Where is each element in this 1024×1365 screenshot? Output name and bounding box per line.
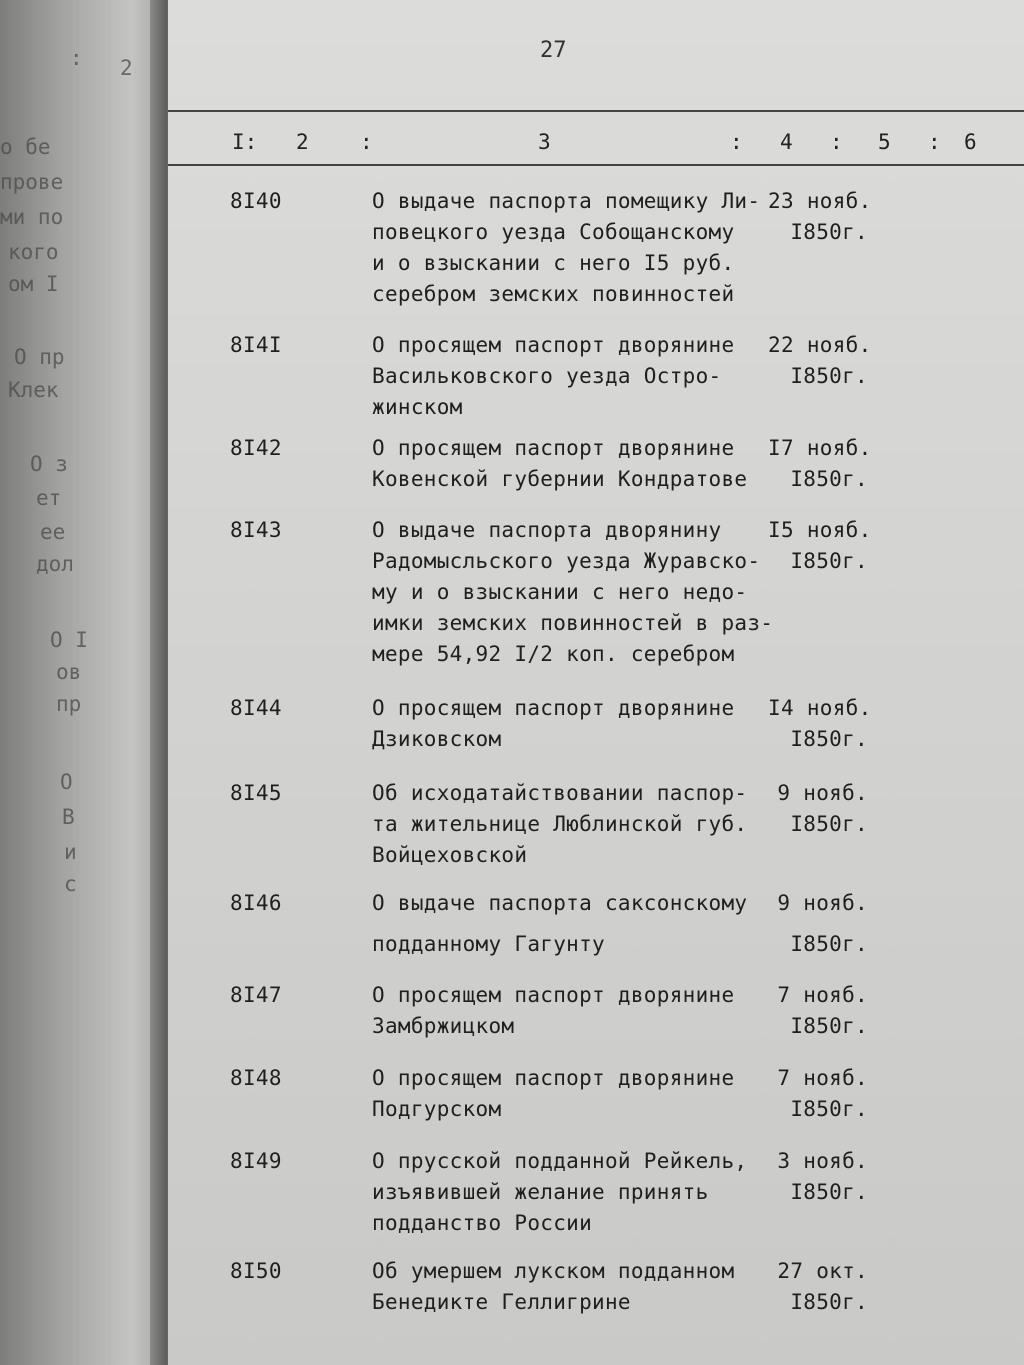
entry-date bbox=[768, 1256, 868, 1318]
entry-title-line: О просящем паспорт дворянине bbox=[372, 1066, 735, 1090]
entry-title-line: подданство России bbox=[372, 1211, 593, 1235]
entry-date-line: I4 нояб. bbox=[768, 696, 872, 720]
entry-date bbox=[768, 980, 868, 1042]
entry-number: 8I50 bbox=[230, 1259, 282, 1283]
entry-title-line: О просящем паспорт дворянине bbox=[372, 436, 735, 460]
entry-title bbox=[372, 330, 762, 423]
entry-date-line: 9 нояб. bbox=[777, 891, 868, 915]
header-rule-bottom bbox=[168, 164, 1024, 166]
entry-title bbox=[372, 186, 762, 310]
entry-number: 8I47 bbox=[230, 983, 282, 1007]
entry-title-line: Об умершем лукском подданном bbox=[372, 1259, 735, 1283]
entry-title-line: изъявившей желание принять bbox=[372, 1180, 709, 1204]
document-page bbox=[168, 0, 1024, 1365]
entry-title-line: имки земских повинностей в раз- bbox=[372, 611, 774, 635]
left-fragment: О I bbox=[50, 628, 88, 652]
entry-date-line: I850г. bbox=[790, 1014, 868, 1038]
entry-title bbox=[372, 778, 762, 871]
entry-date-line: I850г. bbox=[790, 727, 868, 751]
entry-date-line: I850г. bbox=[790, 932, 868, 956]
page-number: 27 bbox=[540, 38, 567, 63]
entry-title bbox=[372, 1256, 762, 1318]
entry-date-line: 3 нояб. bbox=[777, 1149, 868, 1173]
entry-title-line: О выдаче паспорта дворянину bbox=[372, 518, 722, 542]
entry-date bbox=[768, 186, 872, 248]
entry-title-line: жинском bbox=[372, 395, 463, 419]
entry-title-line: О прусской подданной Рейкель, bbox=[372, 1149, 748, 1173]
left-fragment: О з bbox=[30, 452, 68, 476]
entry-title bbox=[372, 433, 762, 495]
entry-date-line: 7 нояб. bbox=[777, 1066, 868, 1090]
column-header-3: 3 bbox=[538, 130, 551, 154]
entry-title-line: Подгурском bbox=[372, 1097, 502, 1121]
entry-title-line: Об исходатайствовании паспор- bbox=[372, 781, 748, 805]
entry-title-line: О выдаче паспорта саксонскому bbox=[372, 891, 748, 915]
entry-title-line: О просящем паспорт дворянине bbox=[372, 333, 735, 357]
left-fragment: ет bbox=[36, 486, 62, 510]
entry-number: 8I48 bbox=[230, 1066, 282, 1090]
entry-date bbox=[768, 330, 872, 392]
entry-date bbox=[768, 1146, 868, 1208]
entry-title-line: та жительнице Люблинской губ. bbox=[372, 812, 748, 836]
entry-date bbox=[768, 778, 868, 840]
entry-date-line: I850г. bbox=[790, 1097, 868, 1121]
entry-date-line: I850г. bbox=[790, 1290, 868, 1314]
entry-date-line: I850г. bbox=[790, 467, 868, 491]
entry-number: 8I40 bbox=[230, 189, 282, 213]
column-header-6: 6 bbox=[964, 130, 977, 154]
entry-date-line: I850г. bbox=[790, 364, 868, 388]
entry-date-line: I850г. bbox=[790, 812, 868, 836]
entry-date-line: 27 окт. bbox=[777, 1259, 868, 1283]
entry-title-line: мере 54,92 I/2 коп. серебром bbox=[372, 642, 735, 666]
column-separator: : bbox=[730, 130, 743, 154]
left-fragment: ов bbox=[56, 660, 82, 684]
entry-number: 8I43 bbox=[230, 518, 282, 542]
entry-title-line: О просящем паспорт дворянине bbox=[372, 696, 735, 720]
previous-page-fragment bbox=[0, 0, 175, 1365]
entry-number: 8I44 bbox=[230, 696, 282, 720]
entry-date-line: I850г. bbox=[790, 220, 868, 244]
entry-title-line: Радомысльского уезда Журавско- bbox=[372, 549, 761, 573]
entry-title-line: Замбржицком bbox=[372, 1014, 515, 1038]
left-fragment: ом I bbox=[8, 272, 59, 296]
left-fragment: кого bbox=[8, 240, 59, 264]
column-header-4: 4 bbox=[780, 130, 793, 154]
column-header-2: 2 bbox=[296, 130, 309, 154]
entry-title bbox=[372, 888, 762, 960]
left-fragment: прове bbox=[0, 170, 64, 194]
entry-title-line: Ковенской губернии Кондратове bbox=[372, 467, 748, 491]
left-fragment: О bbox=[60, 770, 73, 794]
left-fragment: О пр bbox=[14, 345, 65, 369]
entry-title-line: Бенедикте Геллигрине bbox=[372, 1290, 631, 1314]
entry-title-line: О просящем паспорт дворянине bbox=[372, 983, 735, 1007]
entry-date-line: 23 нояб. bbox=[768, 189, 872, 213]
header-rule-top bbox=[168, 110, 1024, 112]
entry-title-line: и о взыскании с него I5 руб. bbox=[372, 251, 735, 275]
left-fragment: В bbox=[62, 805, 75, 829]
left-fragment: с bbox=[64, 872, 77, 896]
entry-title-line: Войцеховской bbox=[372, 843, 528, 867]
left-fragment: Клек bbox=[8, 378, 59, 402]
entry-date-line: I850г. bbox=[790, 1180, 868, 1204]
column-header-1: I: bbox=[232, 130, 258, 154]
left-col-marker: 2 bbox=[120, 56, 133, 80]
entry-date-line: 7 нояб. bbox=[777, 983, 868, 1007]
left-fragment: дол bbox=[36, 552, 74, 576]
entry-title bbox=[372, 693, 762, 755]
entry-title bbox=[372, 980, 762, 1042]
entry-date bbox=[768, 433, 872, 495]
entry-date-line: 22 нояб. bbox=[768, 333, 872, 357]
entry-date-line: I850г. bbox=[790, 549, 868, 573]
entry-title-line: подданному Гагунту bbox=[372, 932, 605, 956]
left-col-marker: : bbox=[70, 46, 83, 70]
left-fragment: и bbox=[64, 840, 77, 864]
entry-title-line: повецкого уезда Собощанскому bbox=[372, 220, 735, 244]
entry-number: 8I4I bbox=[230, 333, 282, 357]
entry-title-line: серебром земских повинностей bbox=[372, 282, 735, 306]
entry-date bbox=[768, 515, 872, 577]
left-fragment: ее bbox=[40, 520, 66, 544]
column-header-5: 5 bbox=[878, 130, 891, 154]
entry-date-line: I7 нояб. bbox=[768, 436, 872, 460]
column-separator: : bbox=[360, 130, 373, 154]
entry-number: 8I42 bbox=[230, 436, 282, 460]
entry-title bbox=[372, 1146, 762, 1239]
entry-date bbox=[768, 888, 868, 960]
entry-number: 8I46 bbox=[230, 891, 282, 915]
entry-number: 8I45 bbox=[230, 781, 282, 805]
entry-title bbox=[372, 1063, 762, 1125]
left-fragment: ми по bbox=[0, 205, 64, 229]
entry-title-line: Дзиковском bbox=[372, 727, 502, 751]
entry-title bbox=[372, 515, 774, 670]
column-separator: : bbox=[830, 130, 843, 154]
left-fragment: о бе bbox=[0, 135, 51, 159]
entry-date bbox=[768, 1063, 868, 1125]
entry-title-line: му и о взыскании с него недо- bbox=[372, 580, 748, 604]
entry-title-line: Васильковского уезда Остро- bbox=[372, 364, 722, 388]
entry-date-line: I5 нояб. bbox=[768, 518, 872, 542]
entry-number: 8I49 bbox=[230, 1149, 282, 1173]
left-fragment: пр bbox=[56, 692, 82, 716]
column-separator: : bbox=[928, 130, 941, 154]
entry-date bbox=[768, 693, 872, 755]
entry-title-line: О выдаче паспорта помещику Ли- bbox=[372, 189, 761, 213]
entry-date-line: 9 нояб. bbox=[777, 781, 868, 805]
